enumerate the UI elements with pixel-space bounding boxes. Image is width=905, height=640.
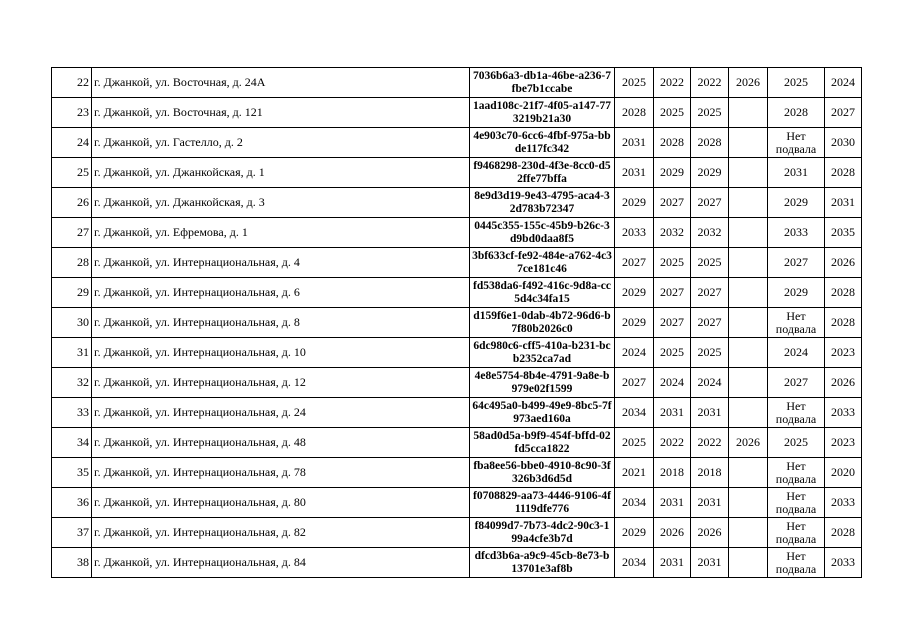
year-cell-3: 2027 bbox=[691, 188, 729, 218]
year-cell-4 bbox=[729, 308, 768, 338]
year-cell-4 bbox=[729, 98, 768, 128]
year-cell-4 bbox=[729, 458, 768, 488]
year-cell-2: 2025 bbox=[654, 98, 691, 128]
row-number: 24 bbox=[52, 128, 92, 158]
year-cell-2: 2025 bbox=[654, 248, 691, 278]
address-cell: г. Джанкой, ул. Интернациональная, д. 6 bbox=[92, 278, 470, 308]
year-cell-3: 2031 bbox=[691, 398, 729, 428]
table-row bbox=[52, 488, 862, 518]
year-cell-5: 2028 bbox=[768, 98, 825, 128]
year-cell-6: 2030 bbox=[825, 128, 862, 158]
year-cell-1: 2024 bbox=[615, 338, 654, 368]
year-cell-4 bbox=[729, 248, 768, 278]
guid-cell: 6dc980c6-cff5-410a-b231-bcb2352ca7ad bbox=[470, 338, 615, 368]
year-cell-1: 2034 bbox=[615, 398, 654, 428]
address-cell: г. Джанкой, ул. Интернациональная, д. 84 bbox=[92, 548, 470, 578]
row-number: 30 bbox=[52, 308, 92, 338]
year-cell-6: 2028 bbox=[825, 518, 862, 548]
guid-cell: f0708829-aa73-4446-9106-4f1119dfe776 bbox=[470, 488, 615, 518]
address-cell: г. Джанкой, ул. Интернациональная, д. 24 bbox=[92, 398, 470, 428]
year-cell-6: 2031 bbox=[825, 188, 862, 218]
year-cell-1: 2029 bbox=[615, 278, 654, 308]
year-cell-3: 2027 bbox=[691, 278, 729, 308]
year-cell-1: 2025 bbox=[615, 428, 654, 458]
year-cell-3: 2022 bbox=[691, 428, 729, 458]
year-cell-3: 2029 bbox=[691, 158, 729, 188]
address-cell: г. Джанкой, ул. Интернациональная, д. 78 bbox=[92, 458, 470, 488]
year-cell-1: 2029 bbox=[615, 188, 654, 218]
year-cell-5: 2029 bbox=[768, 188, 825, 218]
year-cell-6: 2026 bbox=[825, 368, 862, 398]
year-cell-4 bbox=[729, 188, 768, 218]
year-cell-2: 2031 bbox=[654, 548, 691, 578]
year-cell-2: 2026 bbox=[654, 518, 691, 548]
year-cell-6: 2020 bbox=[825, 458, 862, 488]
guid-cell: 0445c355-155c-45b9-b26c-3d9bd0daa8f5 bbox=[470, 218, 615, 248]
table-row bbox=[52, 128, 862, 158]
year-cell-2: 2031 bbox=[654, 398, 691, 428]
row-number: 38 bbox=[52, 548, 92, 578]
row-number: 37 bbox=[52, 518, 92, 548]
year-cell-3: 2025 bbox=[691, 248, 729, 278]
year-cell-6: 2026 bbox=[825, 248, 862, 278]
row-number: 26 bbox=[52, 188, 92, 218]
year-cell-3: 2027 bbox=[691, 308, 729, 338]
year-cell-1: 2028 bbox=[615, 98, 654, 128]
year-cell-5: Нет подвала bbox=[768, 458, 825, 488]
year-cell-1: 2033 bbox=[615, 218, 654, 248]
year-cell-4 bbox=[729, 548, 768, 578]
year-cell-5: Нет подвала bbox=[768, 128, 825, 158]
guid-cell: fba8ee56-bbe0-4910-8c90-3f326b3d6d5d bbox=[470, 458, 615, 488]
guid-cell: f84099d7-7b73-4dc2-90c3-199a4cfe3b7d bbox=[470, 518, 615, 548]
year-cell-4 bbox=[729, 158, 768, 188]
year-cell-6: 2024 bbox=[825, 68, 862, 98]
year-cell-1: 2021 bbox=[615, 458, 654, 488]
year-cell-2: 2027 bbox=[654, 188, 691, 218]
year-cell-4 bbox=[729, 218, 768, 248]
year-cell-6: 2033 bbox=[825, 398, 862, 428]
year-cell-4 bbox=[729, 338, 768, 368]
year-cell-5: Нет подвала bbox=[768, 398, 825, 428]
address-cell: г. Джанкой, ул. Интернациональная, д. 12 bbox=[92, 368, 470, 398]
year-cell-4 bbox=[729, 518, 768, 548]
address-cell: г. Джанкой, ул. Джанкойская, д. 1 bbox=[92, 158, 470, 188]
guid-cell: f9468298-230d-4f3e-8cc0-d52ffe77bffa bbox=[470, 158, 615, 188]
guid-cell: fd538da6-f492-416c-9d8a-cc5d4c34fa15 bbox=[470, 278, 615, 308]
housing-registry-table bbox=[51, 67, 862, 578]
year-cell-6: 2028 bbox=[825, 278, 862, 308]
address-cell: г. Джанкой, ул. Интернациональная, д. 48 bbox=[92, 428, 470, 458]
year-cell-6: 2033 bbox=[825, 488, 862, 518]
table-row bbox=[52, 548, 862, 578]
year-cell-2: 2027 bbox=[654, 278, 691, 308]
year-cell-4 bbox=[729, 398, 768, 428]
year-cell-1: 2027 bbox=[615, 368, 654, 398]
table-row bbox=[52, 368, 862, 398]
year-cell-5: 2027 bbox=[768, 248, 825, 278]
table-row bbox=[52, 98, 862, 128]
year-cell-3: 2025 bbox=[691, 98, 729, 128]
year-cell-3: 2018 bbox=[691, 458, 729, 488]
row-number: 33 bbox=[52, 398, 92, 428]
year-cell-3: 2031 bbox=[691, 488, 729, 518]
year-cell-1: 2027 bbox=[615, 248, 654, 278]
guid-cell: 4e903c70-6cc6-4fbf-975a-bbde117fc342 bbox=[470, 128, 615, 158]
year-cell-4: 2026 bbox=[729, 68, 768, 98]
year-cell-2: 2025 bbox=[654, 338, 691, 368]
year-cell-4 bbox=[729, 128, 768, 158]
row-number: 29 bbox=[52, 278, 92, 308]
row-number: 34 bbox=[52, 428, 92, 458]
year-cell-2: 2027 bbox=[654, 308, 691, 338]
address-cell: г. Джанкой, ул. Интернациональная, д. 82 bbox=[92, 518, 470, 548]
year-cell-1: 2029 bbox=[615, 308, 654, 338]
year-cell-6: 2028 bbox=[825, 308, 862, 338]
guid-cell: 8e9d3d19-9e43-4795-aca4-32d783b72347 bbox=[470, 188, 615, 218]
year-cell-3: 2025 bbox=[691, 338, 729, 368]
year-cell-3: 2028 bbox=[691, 128, 729, 158]
table-row bbox=[52, 158, 862, 188]
row-number: 35 bbox=[52, 458, 92, 488]
year-cell-4 bbox=[729, 488, 768, 518]
year-cell-2: 2029 bbox=[654, 158, 691, 188]
year-cell-5: Нет подвала bbox=[768, 518, 825, 548]
year-cell-3: 2032 bbox=[691, 218, 729, 248]
row-number: 27 bbox=[52, 218, 92, 248]
guid-cell: 64c495a0-b499-49e9-8bc5-7f973aed160a bbox=[470, 398, 615, 428]
address-cell: г. Джанкой, ул. Джанкойская, д. 3 bbox=[92, 188, 470, 218]
year-cell-2: 2032 bbox=[654, 218, 691, 248]
year-cell-6: 2023 bbox=[825, 428, 862, 458]
address-cell: г. Джанкой, ул. Восточная, д. 121 bbox=[92, 98, 470, 128]
guid-cell: 7036b6a3-db1a-46be-a236-7fbe7b1ccabe bbox=[470, 68, 615, 98]
year-cell-3: 2024 bbox=[691, 368, 729, 398]
table-row bbox=[52, 278, 862, 308]
year-cell-4 bbox=[729, 368, 768, 398]
table-body bbox=[52, 68, 862, 578]
table-row bbox=[52, 68, 862, 98]
year-cell-1: 2029 bbox=[615, 518, 654, 548]
year-cell-2: 2022 bbox=[654, 428, 691, 458]
year-cell-3: 2031 bbox=[691, 548, 729, 578]
year-cell-6: 2035 bbox=[825, 218, 862, 248]
year-cell-5: 2024 bbox=[768, 338, 825, 368]
guid-cell: 58ad0d5a-b9f9-454f-bffd-02fd5cca1822 bbox=[470, 428, 615, 458]
year-cell-3: 2026 bbox=[691, 518, 729, 548]
table-row bbox=[52, 248, 862, 278]
table-row bbox=[52, 218, 862, 248]
year-cell-1: 2031 bbox=[615, 128, 654, 158]
row-number: 23 bbox=[52, 98, 92, 128]
row-number: 31 bbox=[52, 338, 92, 368]
year-cell-5: 2025 bbox=[768, 428, 825, 458]
table-row bbox=[52, 518, 862, 548]
address-cell: г. Джанкой, ул. Интернациональная, д. 10 bbox=[92, 338, 470, 368]
table-row bbox=[52, 398, 862, 428]
guid-cell: d159f6e1-0dab-4b72-96d6-b7f80b2026c0 bbox=[470, 308, 615, 338]
address-cell: г. Джанкой, ул. Гастелло, д. 2 bbox=[92, 128, 470, 158]
year-cell-6: 2027 bbox=[825, 98, 862, 128]
year-cell-5: 2033 bbox=[768, 218, 825, 248]
table-row bbox=[52, 188, 862, 218]
year-cell-1: 2034 bbox=[615, 488, 654, 518]
year-cell-5: Нет подвала bbox=[768, 548, 825, 578]
address-cell: г. Джанкой, ул. Восточная, д. 24А bbox=[92, 68, 470, 98]
row-number: 32 bbox=[52, 368, 92, 398]
table-row bbox=[52, 458, 862, 488]
year-cell-2: 2028 bbox=[654, 128, 691, 158]
year-cell-2: 2031 bbox=[654, 488, 691, 518]
guid-cell: 4e8e5754-8b4e-4791-9a8e-b979e02f1599 bbox=[470, 368, 615, 398]
table-row bbox=[52, 428, 862, 458]
year-cell-5: Нет подвала bbox=[768, 488, 825, 518]
year-cell-2: 2022 bbox=[654, 68, 691, 98]
year-cell-3: 2022 bbox=[691, 68, 729, 98]
year-cell-5: 2027 bbox=[768, 368, 825, 398]
year-cell-2: 2018 bbox=[654, 458, 691, 488]
year-cell-4: 2026 bbox=[729, 428, 768, 458]
year-cell-6: 2028 bbox=[825, 158, 862, 188]
address-cell: г. Джанкой, ул. Ефремова, д. 1 bbox=[92, 218, 470, 248]
year-cell-5: 2025 bbox=[768, 68, 825, 98]
address-cell: г. Джанкой, ул. Интернациональная, д. 8 bbox=[92, 308, 470, 338]
table-row bbox=[52, 338, 862, 368]
year-cell-5: 2029 bbox=[768, 278, 825, 308]
year-cell-1: 2025 bbox=[615, 68, 654, 98]
guid-cell: dfcd3b6a-a9c9-45cb-8e73-b13701e3af8b bbox=[470, 548, 615, 578]
row-number: 22 bbox=[52, 68, 92, 98]
guid-cell: 3bf633cf-fe92-484e-a762-4c37ce181c46 bbox=[470, 248, 615, 278]
year-cell-6: 2033 bbox=[825, 548, 862, 578]
year-cell-1: 2031 bbox=[615, 158, 654, 188]
year-cell-1: 2034 bbox=[615, 548, 654, 578]
row-number: 36 bbox=[52, 488, 92, 518]
guid-cell: 1aad108c-21f7-4f05-a147-773219b21a30 bbox=[470, 98, 615, 128]
table-row bbox=[52, 308, 862, 338]
year-cell-4 bbox=[729, 278, 768, 308]
row-number: 25 bbox=[52, 158, 92, 188]
row-number: 28 bbox=[52, 248, 92, 278]
year-cell-5: 2031 bbox=[768, 158, 825, 188]
year-cell-2: 2024 bbox=[654, 368, 691, 398]
address-cell: г. Джанкой, ул. Интернациональная, д. 80 bbox=[92, 488, 470, 518]
year-cell-5: Нет подвала bbox=[768, 308, 825, 338]
year-cell-6: 2023 bbox=[825, 338, 862, 368]
address-cell: г. Джанкой, ул. Интернациональная, д. 4 bbox=[92, 248, 470, 278]
